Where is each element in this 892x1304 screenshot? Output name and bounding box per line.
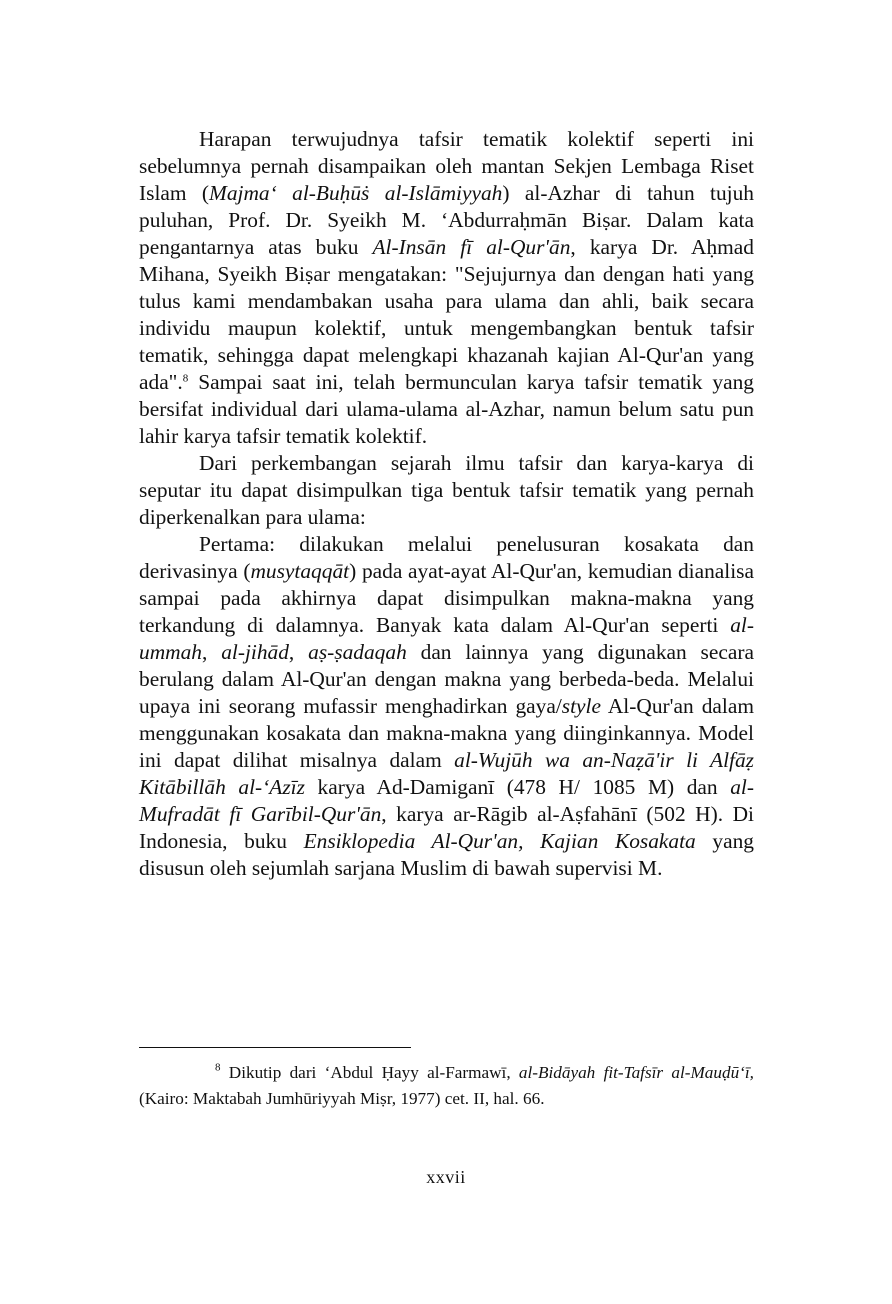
paragraph-3: Pertama: dilakukan melalui penelusuran kosakata dan derivasinya (musytaqqāt) pada ayat-ayat Al-Qur'an, kemudian dianalisa sampai pada akhirnya dapat disimpulkan makna-makna yang terkandung di dalamnya. Banyak kata dalam Al-Qur'an seperti al-ummah, al-jihād, aṣ-ṣadaqah dan lainnya yang digunakan secara berulang dalam Al-Qur'an dengan makna yang berbeda-beda. Melalui upaya ini seorang mufassir menghadirkan gaya/style Al-Qur'an dalam menggunakan kosakata dan makna-makna yang diinginkannya. Model ini dapat dilihat misalnya dalam al-Wujūh wa an-Naẓā'ir li Alfāẓ Kitābillāh al-‘Azīz karya Ad-Damiganī (478 H/ 1085 M) dan al-Mufradāt fī Garībil-Qur'ān, karya ar-Rāgib al-Aṣfahānī (502 H). Di Indonesia, buku Ensiklopedia Al-Qur'an, Kajian Kosakata yang disusun oleh sejumlah sarjana Muslim di bawah supervisi M.	[139, 532, 755, 880]
page-number: xxvii	[426, 1167, 466, 1187]
footnote-8: $^8$ Dikutip dari ‘Abdul Ḥayy al-Farmawī, al-Bidāyah fit-Tafsīr al-Mauḍū‘ī, (Kairo: Maktabah Jumhūriyyah Miṣr, 1977) cet. II, hal. 66.	[139, 1061, 754, 1108]
footnote	[139, 1060, 754, 1112]
main-text	[139, 126, 754, 882]
paragraph-2: Dari perkembangan sejarah ilmu tafsir dan karya-karya di seputar itu dapat disimpulkan tiga bentuk tafsir tematik yang pernah diperkenalkan para ulama:	[139, 451, 754, 529]
paragraph-1: Harapan terwujudnya tafsir tematik kolektif seperti ini sebelumnya pernah disampaikan oleh mantan Sekjen Lembaga Riset Islam (Majma‘ al-Buḥūṡ al-Islāmiyyah) al-Azhar di tahun tujuh puluhan, Prof. Dr. Syeikh M. ‘Abdurraḥmān Biṣar. Dalam kata pengantarnya atas buku Al-Insān fī al-Qur'ān, karya Dr. Aḥmad Mihana, Syeikh Biṣar mengatakan: "Sejujurnya dan dengan hati yang tulus kami mendambakan usaha para ulama dan ahli, baik secara individu maupun kolektif, untuk mengembangkan bentuk tafsir tematik, sehingga dapat melengkapi khazanah kajian Al-Qur'an yang ada".$^8$ Sampai saat ini, telah bermunculan karya tafsir tematik yang bersifat individual dari ulama-ulama al-Azhar, namun belum satu pun lahir karya tafsir tematik kolektif.	[139, 127, 754, 448]
footnote-number: 8	[215, 1061, 221, 1074]
footnote-reference[interactable]: 8	[182, 372, 189, 385]
footnote-divider	[139, 1047, 411, 1048]
